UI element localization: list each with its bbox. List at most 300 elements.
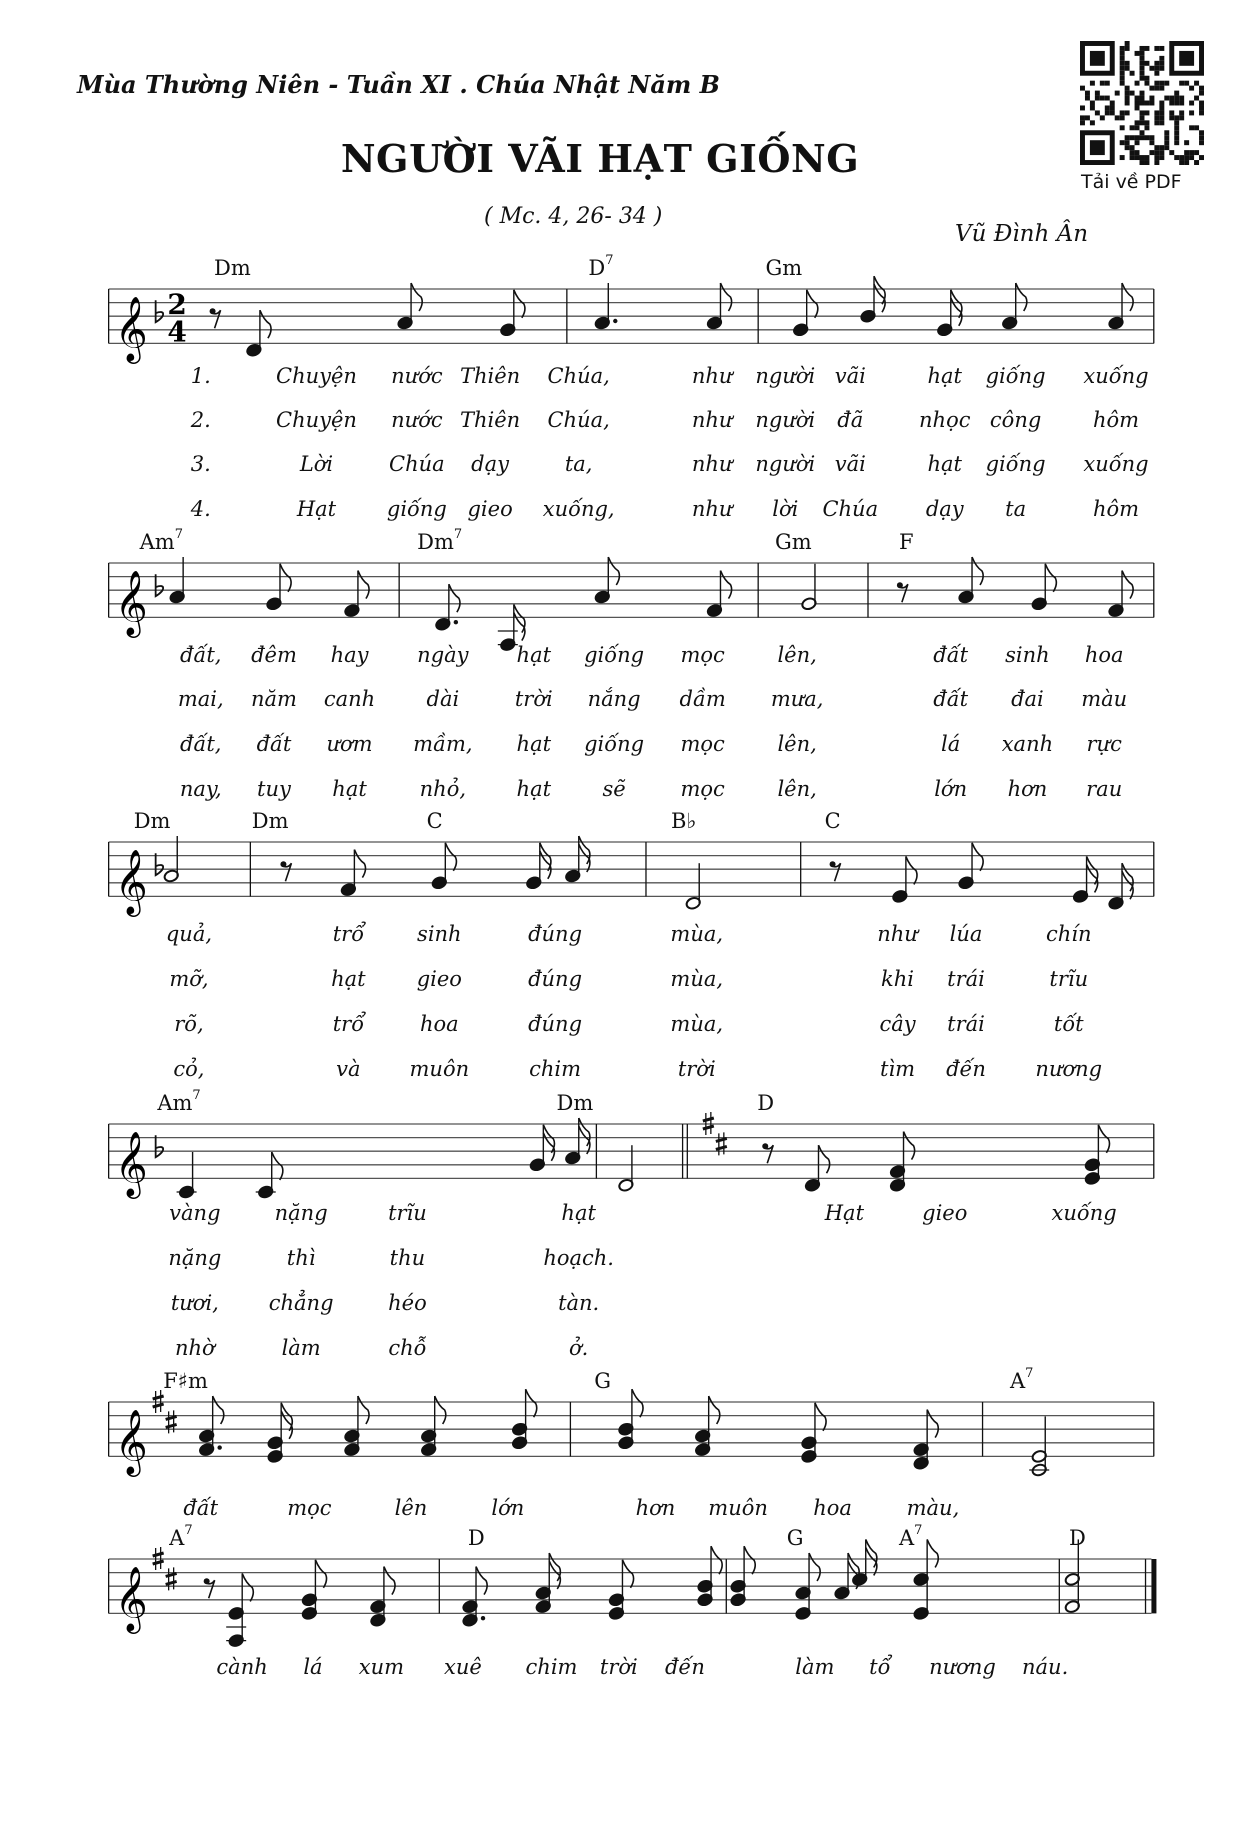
lyric-word: trái bbox=[947, 967, 985, 991]
lyric-word: màu, bbox=[906, 1496, 960, 1520]
lyric-word: đúng bbox=[528, 1012, 583, 1036]
time-signature-digit: 4 bbox=[167, 315, 187, 349]
qr-module bbox=[1179, 96, 1184, 101]
lyric-word: như bbox=[691, 497, 733, 521]
qr-module bbox=[1174, 96, 1179, 101]
lyric-word: và bbox=[336, 1057, 361, 1081]
note bbox=[565, 1118, 590, 1165]
qr-module bbox=[1169, 115, 1174, 120]
lyric-word: lá bbox=[303, 1655, 323, 1679]
note-flag bbox=[579, 1126, 590, 1154]
qr-module bbox=[1120, 140, 1125, 145]
lyric-word: đêm bbox=[251, 643, 297, 667]
note-flag bbox=[1122, 871, 1133, 899]
treble-clef-icon: 𝄞 bbox=[114, 849, 148, 915]
note bbox=[1108, 571, 1133, 618]
lyric-word: dài bbox=[426, 687, 460, 711]
lyric-word: mùa, bbox=[670, 967, 724, 991]
qr-module bbox=[1144, 160, 1149, 165]
note bbox=[344, 571, 369, 618]
qr-module bbox=[1135, 140, 1140, 145]
lyric-word: hơn bbox=[635, 1496, 676, 1520]
lyric-word: nước bbox=[391, 408, 443, 432]
lyric-word: như bbox=[691, 364, 733, 388]
chord-symbol bbox=[898, 1523, 923, 1551]
qr-module bbox=[1144, 135, 1149, 140]
lyric-word: người bbox=[755, 364, 816, 388]
note-flag bbox=[807, 290, 818, 318]
qr-module bbox=[1169, 101, 1174, 106]
lyric-word: hạt bbox=[927, 364, 962, 388]
lyric-word: trời bbox=[599, 1655, 638, 1679]
verse-number: 3. bbox=[190, 452, 211, 476]
qr-module bbox=[1105, 96, 1110, 101]
note bbox=[1084, 1125, 1109, 1186]
sharp-stroke bbox=[169, 1567, 174, 1590]
qr-module bbox=[1174, 140, 1179, 145]
note-flag bbox=[449, 584, 460, 612]
lyric-word: hạt bbox=[331, 967, 366, 991]
qr-module bbox=[1199, 86, 1204, 91]
lyric-word: tươi, bbox=[170, 1291, 219, 1315]
lyric-word: lớn bbox=[491, 1496, 525, 1520]
chord-symbol bbox=[787, 1526, 804, 1551]
chord-root: A bbox=[1009, 1369, 1026, 1393]
flat-accidental-icon bbox=[156, 300, 164, 322]
scripture-reference: ( Mc. 4, 26- 34 ) bbox=[484, 204, 663, 229]
sharp-stroke bbox=[166, 1573, 177, 1584]
qr-module bbox=[1135, 150, 1140, 155]
chord-symbol bbox=[139, 527, 183, 555]
note-flag bbox=[720, 571, 731, 599]
note-flag bbox=[866, 1547, 877, 1575]
lyric-word: màu bbox=[1081, 687, 1128, 711]
qr-module bbox=[1174, 115, 1179, 120]
qr-module bbox=[1140, 110, 1145, 115]
qr-module bbox=[1174, 155, 1179, 160]
qr-module bbox=[1090, 101, 1095, 106]
lyric-word: cây bbox=[879, 1012, 916, 1036]
lyric-word: đất bbox=[933, 643, 969, 667]
lyric-word: chim bbox=[529, 1057, 582, 1081]
flat-accidental-icon bbox=[156, 574, 164, 596]
sharp-stroke bbox=[169, 1410, 174, 1433]
qr-module bbox=[1120, 61, 1125, 66]
chord-symbol bbox=[157, 1088, 201, 1116]
lyric-word: Thiên bbox=[459, 408, 521, 432]
lyric-word: hơn bbox=[1007, 777, 1048, 801]
lyric-word: gieo bbox=[922, 1201, 968, 1225]
qr-module bbox=[1199, 135, 1204, 140]
qr-module bbox=[1159, 46, 1164, 51]
qr-module bbox=[1154, 61, 1159, 66]
qr-module bbox=[1125, 61, 1130, 66]
qr-module bbox=[1159, 101, 1164, 106]
lyric-word: hoạch. bbox=[543, 1246, 614, 1270]
qr-module bbox=[1140, 91, 1145, 96]
lyric-word: mỡ, bbox=[169, 967, 209, 991]
qr-module bbox=[1159, 56, 1164, 61]
qr-module bbox=[1184, 160, 1189, 165]
qr-module bbox=[1115, 91, 1120, 96]
lyric-word: trổ bbox=[332, 922, 365, 946]
qr-module bbox=[1130, 125, 1135, 130]
qr-module bbox=[1144, 110, 1149, 115]
lyric-word: canh bbox=[323, 687, 376, 711]
lyric-word: ươm bbox=[326, 732, 373, 756]
qr-module bbox=[1154, 71, 1159, 76]
lyric-word: cỏ, bbox=[173, 1057, 205, 1081]
note-flag bbox=[904, 1132, 915, 1160]
note-flag bbox=[622, 1560, 633, 1588]
qr-module bbox=[1154, 46, 1159, 51]
note bbox=[958, 557, 983, 604]
treble-clef-icon: 𝄞 bbox=[114, 570, 148, 636]
qr-module bbox=[1159, 150, 1164, 155]
lyric-word: chim bbox=[525, 1655, 578, 1679]
lyric-word: tàn. bbox=[558, 1291, 600, 1315]
flat-stroke bbox=[156, 853, 164, 875]
chord-root: A bbox=[169, 1526, 185, 1550]
chord-root: Dm bbox=[556, 1091, 594, 1115]
lyric-word: mầm, bbox=[413, 732, 473, 756]
lyric-word: nhờ bbox=[174, 1336, 215, 1360]
qr-module bbox=[1090, 51, 1105, 66]
note-flag bbox=[358, 571, 369, 599]
qr-module bbox=[1140, 66, 1145, 71]
chord-extension: 7 bbox=[192, 1088, 201, 1103]
lyric-word: người bbox=[755, 452, 816, 476]
note-flag bbox=[272, 1152, 283, 1180]
lyric-word: đến bbox=[664, 1655, 705, 1679]
qr-module bbox=[1154, 86, 1159, 91]
qr-module bbox=[1179, 115, 1184, 120]
staff-system bbox=[0, 802, 1240, 942]
lyric-word: rõ, bbox=[174, 1012, 204, 1036]
note bbox=[801, 1403, 826, 1464]
qr-module bbox=[1140, 96, 1145, 101]
qr-module bbox=[1095, 91, 1100, 96]
chord-root: G bbox=[594, 1369, 612, 1393]
flat-stroke bbox=[156, 574, 164, 596]
dot bbox=[613, 319, 617, 323]
qr-module bbox=[1184, 150, 1189, 155]
time-signature-digit: 2 bbox=[167, 288, 187, 322]
final-barline bbox=[1151, 1559, 1156, 1613]
lyric-word: đất, bbox=[180, 643, 222, 667]
lyric-word: giống bbox=[386, 497, 447, 521]
lyric-word: Hạt bbox=[824, 1201, 865, 1225]
lyric-word: xuống bbox=[1083, 364, 1149, 388]
qr-module bbox=[1125, 41, 1130, 46]
chord-symbol bbox=[417, 527, 463, 555]
note bbox=[697, 1546, 722, 1607]
lyric-word: hay bbox=[330, 643, 369, 667]
lyric-word: ta, bbox=[564, 452, 593, 476]
lyric-word: đất bbox=[933, 687, 969, 711]
note-flag bbox=[260, 310, 271, 338]
note-flag bbox=[526, 1389, 537, 1417]
qr-module bbox=[1135, 51, 1140, 56]
qr-module bbox=[1189, 150, 1194, 155]
note bbox=[913, 1539, 938, 1620]
qr-module bbox=[1144, 76, 1149, 81]
note bbox=[1108, 283, 1133, 330]
qr-module bbox=[1130, 135, 1135, 140]
qr-module bbox=[1120, 76, 1125, 81]
lyric-word: muôn bbox=[409, 1057, 470, 1081]
qr-module bbox=[1085, 91, 1090, 96]
qr-module bbox=[1080, 115, 1085, 120]
qr-module bbox=[1100, 115, 1105, 120]
note-flag bbox=[549, 1553, 560, 1581]
note bbox=[344, 1396, 369, 1457]
chord-root: A bbox=[898, 1526, 915, 1550]
qr-module bbox=[1149, 101, 1154, 106]
note bbox=[852, 1539, 877, 1586]
lyric-word: nặng bbox=[274, 1201, 328, 1225]
note-flag bbox=[951, 290, 962, 318]
qr-module bbox=[1085, 96, 1090, 101]
lyric-word: lúa bbox=[949, 922, 983, 946]
chord-root: Dm bbox=[214, 256, 251, 280]
note bbox=[1002, 283, 1027, 330]
lyric-word: chín bbox=[1045, 922, 1092, 946]
note-flag bbox=[927, 1539, 938, 1567]
lyric-word: đã bbox=[837, 408, 864, 432]
note-flag bbox=[815, 1403, 826, 1431]
lyric-word: sẽ bbox=[602, 777, 626, 801]
lyric-word: hoa bbox=[419, 1012, 459, 1036]
chord-root: D bbox=[588, 256, 606, 280]
qr-module bbox=[1130, 91, 1135, 96]
rest-stroke bbox=[283, 863, 291, 881]
qr-module bbox=[1120, 56, 1125, 61]
qr-module bbox=[1105, 105, 1110, 110]
qr-module bbox=[1159, 66, 1164, 71]
qr-module bbox=[1154, 81, 1159, 86]
qr-module bbox=[1080, 120, 1085, 125]
note bbox=[246, 310, 271, 357]
qr-module bbox=[1140, 135, 1145, 140]
note-flag bbox=[1098, 1125, 1109, 1153]
qr-module bbox=[1120, 51, 1125, 56]
qr-module bbox=[1125, 140, 1130, 145]
chord-extension: 7 bbox=[1025, 1366, 1034, 1381]
lyric-word: sinh bbox=[417, 922, 462, 946]
qr-module bbox=[1199, 130, 1204, 135]
qr-module bbox=[1184, 140, 1189, 145]
flat-stroke bbox=[156, 1135, 164, 1157]
note bbox=[512, 1389, 537, 1450]
qr-module bbox=[1140, 56, 1145, 61]
lyric-word: khi bbox=[881, 967, 914, 991]
qr-module bbox=[1154, 150, 1159, 155]
chord-symbol bbox=[775, 530, 812, 555]
lyric-word: tổ bbox=[869, 1655, 891, 1679]
qr-module bbox=[1159, 81, 1164, 86]
chord-root: B♭ bbox=[671, 809, 697, 833]
note-flag bbox=[281, 1403, 292, 1431]
note bbox=[913, 1410, 938, 1471]
qr-module bbox=[1154, 160, 1159, 165]
qr-module bbox=[1135, 105, 1140, 110]
lyric-word: lên, bbox=[777, 777, 817, 801]
qr-module bbox=[1159, 86, 1164, 91]
lyric-word: rực bbox=[1086, 732, 1122, 756]
note bbox=[256, 1152, 283, 1199]
qr-module bbox=[1140, 76, 1145, 81]
note bbox=[695, 1396, 720, 1457]
qr-module bbox=[1144, 61, 1149, 66]
qr-module bbox=[1174, 101, 1179, 106]
qr-module bbox=[1085, 115, 1090, 120]
qr-module bbox=[1100, 81, 1105, 86]
qr-module bbox=[1125, 96, 1130, 101]
qr-module bbox=[1179, 51, 1194, 66]
lyric-word: dầm bbox=[679, 687, 726, 711]
qr-module bbox=[1140, 51, 1145, 56]
note bbox=[397, 283, 422, 330]
qr-module bbox=[1125, 46, 1130, 51]
song-title: NGƯỜI VÃI HẠT GIỐNG bbox=[340, 136, 860, 181]
lyric-word: hoa bbox=[813, 1496, 852, 1520]
qr-module bbox=[1125, 91, 1130, 96]
qr-module bbox=[1174, 120, 1179, 125]
qr-module bbox=[1090, 105, 1095, 110]
qr-module bbox=[1090, 140, 1105, 155]
note bbox=[535, 1553, 560, 1614]
lyric-word: đến bbox=[946, 1057, 986, 1081]
sharp-accidental-icon bbox=[716, 1132, 727, 1155]
note bbox=[1108, 863, 1133, 910]
qr-module bbox=[1164, 140, 1169, 145]
rest-stroke bbox=[900, 584, 908, 602]
note bbox=[421, 1396, 446, 1457]
note bbox=[340, 850, 365, 897]
qr-module bbox=[1159, 155, 1164, 160]
note-flag bbox=[579, 844, 590, 872]
qr-module bbox=[1199, 110, 1204, 115]
qr-module bbox=[1115, 115, 1120, 120]
lyric-word: như bbox=[691, 452, 733, 476]
staff-system bbox=[0, 249, 1240, 389]
lyric-word: công bbox=[989, 408, 1042, 432]
lyric-word: Lời bbox=[299, 452, 334, 476]
lyric-word: trổ bbox=[332, 1012, 365, 1036]
download-pdf-link[interactable]: Tải về PDF bbox=[1081, 171, 1182, 193]
lyric-word: trĩu bbox=[1049, 967, 1089, 991]
lyric-word: lời bbox=[772, 497, 799, 521]
chord-symbol bbox=[556, 1091, 593, 1116]
lyric-word: Chuyện bbox=[276, 408, 357, 432]
lyric-word: hoa bbox=[1084, 643, 1124, 667]
chord-symbol bbox=[766, 256, 803, 281]
dot bbox=[217, 1445, 221, 1449]
note-flag bbox=[242, 1573, 253, 1601]
lyric-word: tốt bbox=[1053, 1012, 1084, 1036]
lyric-word: xuống, bbox=[542, 497, 615, 521]
qr-module bbox=[1105, 110, 1110, 115]
sharp-stroke bbox=[166, 1416, 177, 1427]
qr-code-image[interactable] bbox=[1080, 41, 1204, 165]
eighth-rest-icon bbox=[762, 1143, 773, 1163]
qr-module bbox=[1135, 81, 1140, 86]
chord-symbol bbox=[163, 1369, 208, 1394]
qr-module bbox=[1169, 96, 1174, 101]
note-flag bbox=[445, 843, 456, 871]
lyric-word: hạt bbox=[516, 777, 552, 801]
note-flag bbox=[540, 843, 551, 871]
eighth-rest-icon bbox=[830, 861, 841, 881]
note-flag bbox=[579, 1118, 590, 1146]
lyric-word: giống bbox=[584, 643, 645, 667]
note bbox=[226, 1573, 253, 1647]
flat-accidental-icon bbox=[156, 853, 164, 875]
qr-module bbox=[1144, 125, 1149, 130]
qr-module bbox=[1179, 160, 1184, 165]
qr-module bbox=[1120, 46, 1125, 51]
qr-module bbox=[1130, 71, 1135, 76]
lyric-word: trời bbox=[677, 1057, 716, 1081]
qr-module bbox=[1140, 46, 1145, 51]
treble-clef-icon: 𝄞 bbox=[114, 1409, 148, 1475]
qr-module bbox=[1090, 120, 1095, 125]
qr-module bbox=[1189, 110, 1194, 115]
note-flag bbox=[866, 1539, 877, 1567]
chord-root: Am bbox=[139, 530, 175, 554]
note-flag bbox=[720, 283, 731, 311]
lyric-word: rau bbox=[1086, 777, 1123, 801]
lyric-word: làm bbox=[281, 1336, 321, 1360]
qr-module bbox=[1125, 135, 1130, 140]
note bbox=[804, 1145, 829, 1192]
qr-module bbox=[1120, 115, 1125, 120]
lyric-word: như bbox=[691, 408, 733, 432]
qr-module bbox=[1159, 61, 1164, 66]
note bbox=[169, 557, 185, 604]
lyric-word: năm bbox=[250, 687, 297, 711]
qr-module bbox=[1154, 145, 1159, 150]
lyric-word: mưa, bbox=[770, 687, 824, 711]
note-flag bbox=[358, 1396, 369, 1424]
qr-module bbox=[1164, 96, 1169, 101]
qr-module bbox=[1140, 115, 1145, 120]
qr-module bbox=[1120, 81, 1125, 86]
lyric-word: hôm bbox=[1092, 408, 1140, 432]
lyric-word: nắng bbox=[587, 687, 641, 711]
qr-module bbox=[1194, 96, 1199, 101]
note-flag bbox=[632, 1389, 643, 1417]
lyric-word: trĩu bbox=[388, 1201, 427, 1225]
qr-module bbox=[1189, 86, 1194, 91]
qr-module bbox=[1095, 110, 1100, 115]
note bbox=[685, 863, 701, 910]
lyric-word: xuê bbox=[444, 1655, 482, 1679]
lyric-word: mọc bbox=[287, 1496, 332, 1520]
rest-stroke bbox=[207, 1580, 215, 1598]
qr-module bbox=[1189, 101, 1194, 106]
lyric-word: dạy bbox=[925, 497, 964, 521]
note-flag bbox=[818, 1145, 829, 1173]
qr-module bbox=[1095, 96, 1100, 101]
chord-symbol bbox=[588, 253, 614, 281]
chord-symbol bbox=[671, 809, 696, 834]
qr-module bbox=[1174, 91, 1179, 96]
lyric-word: lên bbox=[394, 1496, 428, 1520]
qr-module bbox=[1179, 101, 1184, 106]
lyric-word: mọc bbox=[680, 777, 725, 801]
